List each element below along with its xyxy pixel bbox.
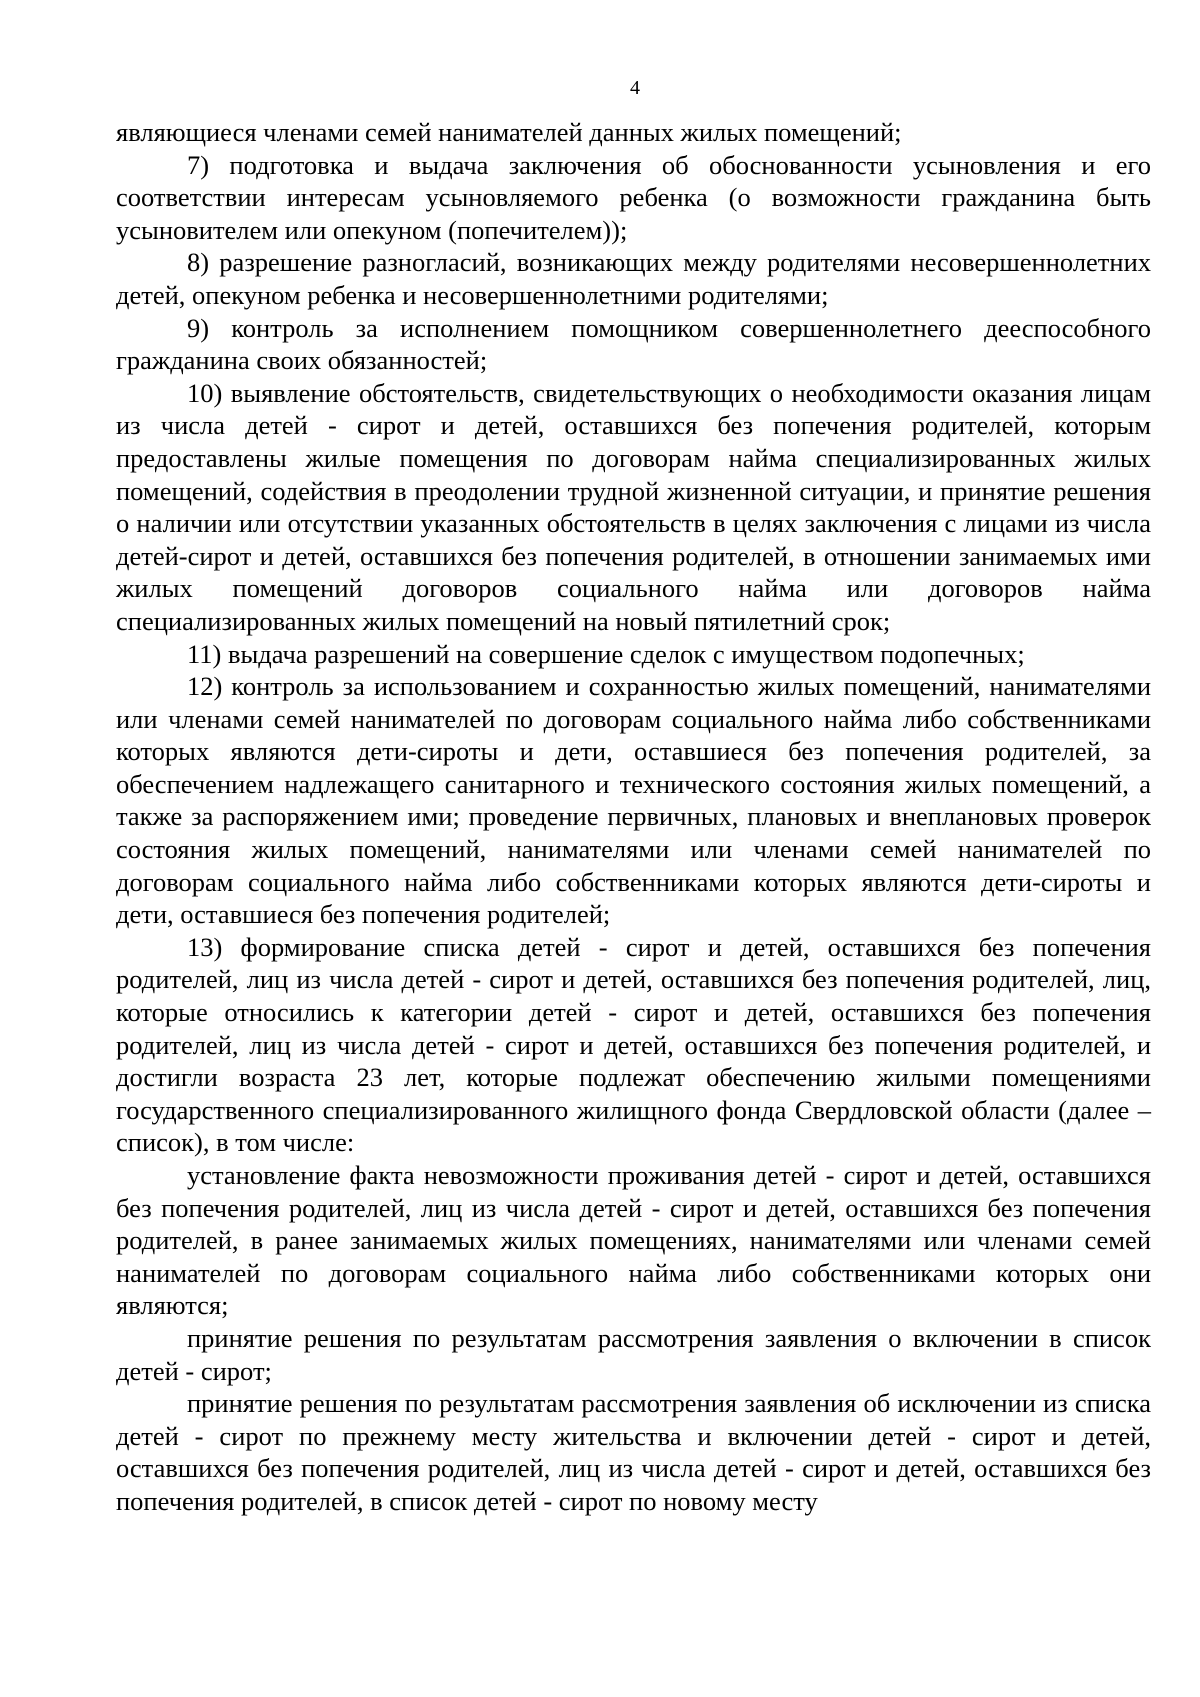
paragraph-item-11: 11) выдача разрешений на совершение сделок с имуществом подопечных; [187, 638, 1025, 669]
paragraph-item-7: 7) подготовка и выдача заключения об обоснованности усыновления и его соответствии интересам усыновляемого ребенка (о возможности гражданина быть усыновителем или опекуном (попечителем)); [116, 149, 1151, 245]
paragraph-item-8: 8) разрешение разногласий, возникающих между родителями несовершеннолетних детей, опекуном ребенка и несовершеннолетними родителями; [116, 247, 1151, 310]
paragraph-subitem-exclusion: принятие решения по результатам рассмотрения заявления об исключении из списка детей - сирот по прежнему месту жительства и включении детей - сирот и детей, оставшихся без попечения родителей, лиц из числа детей - сирот и детей, оставшихся без попечения родителей, в список детей - сирот по новому месту [116, 1388, 1151, 1516]
paragraph-item-10: 10) выявление обстоятельств, свидетельствующих о необходимости оказания лицам из числа детей - сирот и детей, оставшихся без попечения родителей, которым предоставлены жилые помещения по договорам найма специализированных жилых помещений, содействия в преодолении трудной жизненной ситуации, и принятие решения о наличии или отсутствии указанных обстоятельств в целях заключения с лицами из числа детей-сирот и детей, оставшихся без попечения родителей, в отношении занимаемых ими жилых помещений договоров социального найма или договоров найма специализированных жилых помещений на новый пятилетний срок; [116, 377, 1151, 636]
document-body [116, 116, 1151, 1518]
page-number: 4 [630, 77, 640, 99]
paragraph-item-12: 12) контроль за использованием и сохранностью жилых помещений, нанимателями или членами семей нанимателей по договорам социального найма либо собственниками которых являются дети-сироты и дети, оставшиеся без попечения родителей, за обеспечением надлежащего санитарного и технического состояния жилых помещений, а также за распоряжением ими; проведение первичных, плановых и внеплановых проверок состояния жилых помещений, нанимателями или членами семей нанимателей по договорам социального найма либо собственниками которых являются дети-сироты и дети, оставшиеся без попечения родителей; [116, 671, 1151, 930]
paragraph-subitem-establishment: установление факта невозможности проживания детей - сирот и детей, оставшихся без попечения родителей, лиц из числа детей - сирот и детей, оставшихся без попечения родителей, в ранее занимаемых жилых помещениях, нанимателями или членами семей нанимателей по договорам социального найма либо собственниками которых они являются; [116, 1160, 1151, 1321]
paragraph-item-9: 9) контроль за исполнением помощником совершеннолетнего дееспособного гражданина своих обязанностей; [116, 312, 1151, 376]
paragraph-continuation: являющиеся членами семей нанимателей данных жилых помещений; [116, 117, 902, 147]
paragraph-subitem-inclusion: принятие решения по результатам рассмотрения заявления о включении в список детей - сирот; [116, 1322, 1151, 1386]
paragraph-item-13: 13) формирование списка детей - сирот и детей, оставшихся без попечения родителей, лиц из числа детей - сирот и детей, оставшихся без попечения родителей, лиц, которые относились к категории детей - сирот и детей, оставшихся без попечения родителей, лиц из числа детей - сирот и детей, оставшихся без попечения родителей, и достигли возраста 23 лет, которые подлежат обеспечению жилыми помещениями государственного специализированного жилищного фонда Свердловской области (далее – список), в том числе: [116, 931, 1151, 1158]
